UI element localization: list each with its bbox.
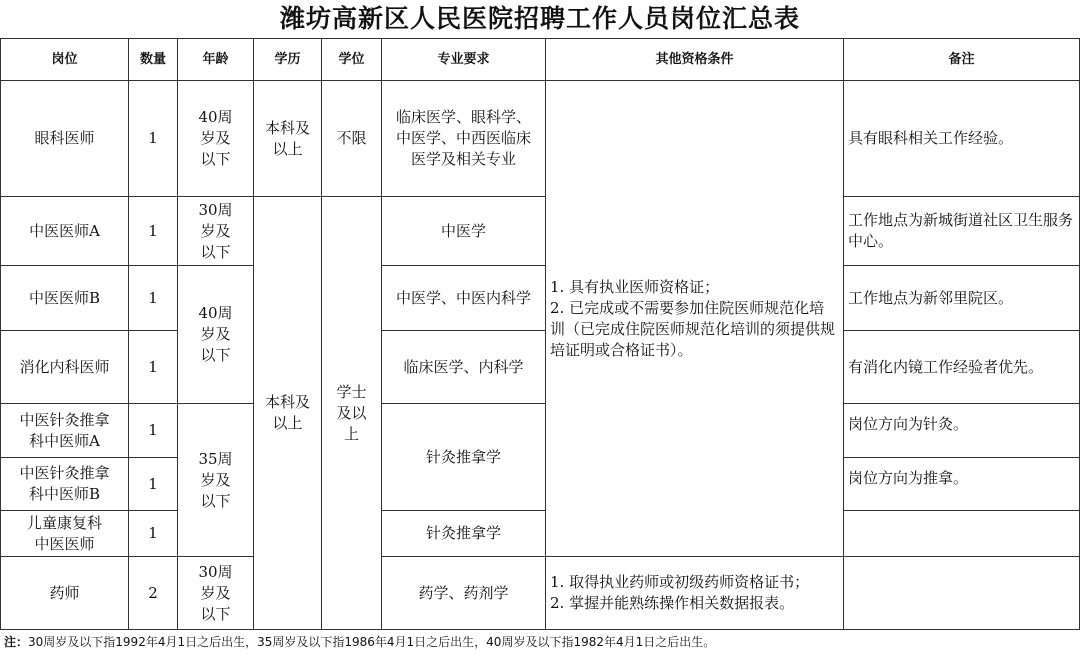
major-cell: 中医学 bbox=[382, 197, 546, 266]
table-header-row bbox=[1, 39, 1080, 81]
major-cell: 针灸推拿学 bbox=[382, 404, 546, 511]
header-count: 数量 bbox=[129, 39, 178, 81]
count-cell: 1 bbox=[129, 458, 178, 511]
education-cell: 本科及以上 bbox=[254, 81, 322, 197]
count-cell: 1 bbox=[129, 511, 178, 557]
remark-cell: 工作地点为新邻里院区。 bbox=[844, 266, 1080, 331]
remark-cell: 有消化内镜工作经验者优先。 bbox=[844, 331, 1080, 404]
header-education: 学历 bbox=[254, 39, 322, 81]
other-requirements-cell: 1. 取得执业药师或初级药师资格证书； 2. 掌握并能熟练操作相关数据报表。 bbox=[546, 557, 844, 630]
header-degree: 学位 bbox=[322, 39, 382, 81]
post-cell: 中医针灸推拿科中医师B bbox=[1, 458, 129, 511]
header-post: 岗位 bbox=[1, 39, 129, 81]
recruitment-table bbox=[0, 38, 1080, 630]
table-row bbox=[1, 404, 1080, 458]
age-cell: 40周岁及以下 bbox=[178, 81, 254, 197]
count-cell: 1 bbox=[129, 331, 178, 404]
age-cell: 35周岁及以下 bbox=[178, 404, 254, 557]
count-cell: 1 bbox=[129, 266, 178, 331]
remark-cell: 具有眼科相关工作经验。 bbox=[844, 81, 1080, 197]
header-age: 年龄 bbox=[178, 39, 254, 81]
table-row bbox=[1, 266, 1080, 331]
major-cell: 临床医学、内科学 bbox=[382, 331, 546, 404]
post-cell: 药师 bbox=[1, 557, 129, 630]
other-requirements-cell: 1. 具有执业医师资格证； 2. 已完成或不需要参加住院医师规范化培训（已完成住院医师规范化培训的须提供规培证明或合格证书）。 bbox=[546, 81, 844, 557]
age-cell: 30周岁及以下 bbox=[178, 197, 254, 266]
education-cell: 本科及以上 bbox=[254, 197, 322, 630]
table-row bbox=[1, 557, 1080, 630]
footnote-text: 30周岁及以下指1992年4月1日之后出生，35周岁及以下指1986年4月1日之后出生，40周岁及以下指1982年4月1日之后出生。 bbox=[28, 635, 716, 649]
post-cell: 中医医师B bbox=[1, 266, 129, 331]
major-cell: 药学、药剂学 bbox=[382, 557, 546, 630]
post-cell: 眼科医师 bbox=[1, 81, 129, 197]
header-other: 其他资格条件 bbox=[546, 39, 844, 81]
remark-cell: 工作地点为新城街道社区卫生服务中心。 bbox=[844, 197, 1080, 266]
post-cell: 儿童康复科中医医师 bbox=[1, 511, 129, 557]
count-cell: 1 bbox=[129, 404, 178, 458]
table-row bbox=[1, 81, 1080, 197]
post-cell: 中医针灸推拿科中医师A bbox=[1, 404, 129, 458]
post-cell: 中医医师A bbox=[1, 197, 129, 266]
remark-cell: 岗位方向为推拿。 bbox=[844, 458, 1080, 511]
post-cell: 消化内科医师 bbox=[1, 331, 129, 404]
count-cell: 2 bbox=[129, 557, 178, 630]
count-cell: 1 bbox=[129, 81, 178, 197]
footnote-label: 注： bbox=[4, 635, 29, 649]
table-row bbox=[1, 197, 1080, 266]
major-cell: 临床医学、眼科学、中医学、中西医临床医学及相关专业 bbox=[382, 81, 546, 197]
table-row bbox=[1, 511, 1080, 557]
footnote bbox=[4, 633, 715, 651]
table-row bbox=[1, 331, 1080, 404]
header-major: 专业要求 bbox=[382, 39, 546, 81]
major-cell: 中医学、中医内科学 bbox=[382, 266, 546, 331]
header-remark: 备注 bbox=[844, 39, 1080, 81]
age-cell: 40周岁及以下 bbox=[178, 266, 254, 404]
remark-cell: 岗位方向为针灸。 bbox=[844, 404, 1080, 458]
remark-cell bbox=[844, 557, 1080, 630]
age-cell: 30周岁及以下 bbox=[178, 557, 254, 630]
degree-cell: 不限 bbox=[322, 81, 382, 197]
degree-cell: 学士及以上 bbox=[322, 197, 382, 630]
count-cell: 1 bbox=[129, 197, 178, 266]
page-title: 潍坊高新区人民医院招聘工作人员岗位汇总表 bbox=[279, 4, 800, 33]
major-cell: 针灸推拿学 bbox=[382, 511, 546, 557]
remark-cell bbox=[844, 511, 1080, 557]
